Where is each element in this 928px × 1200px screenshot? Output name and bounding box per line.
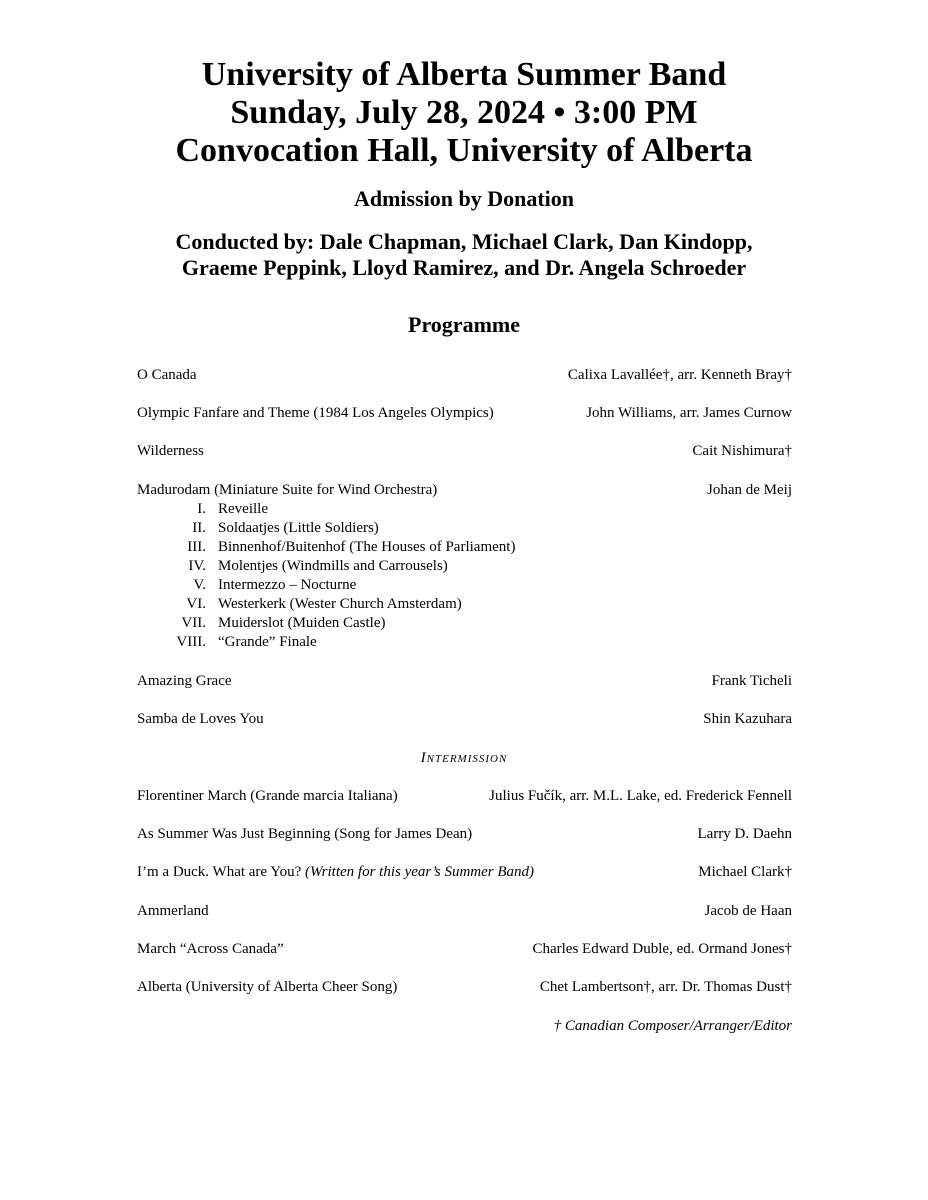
- piece-title: Samba de Loves You: [137, 711, 264, 727]
- piece-composer: Cait Nishimura†: [692, 443, 792, 459]
- programme-heading: Programme: [408, 312, 520, 337]
- conductors-line-1: Conducted by: Dale Chapman, Michael Clark, Dan Kindopp,: [175, 229, 753, 254]
- movement-number: VI.: [186, 596, 206, 612]
- movement-number: VIII.: [176, 634, 206, 650]
- movement-name: Westerkerk (Wester Church Amsterdam): [218, 596, 462, 612]
- movement-name: Soldaatjes (Little Soldiers): [218, 520, 379, 536]
- piece-composer: Larry D. Daehn: [697, 826, 792, 842]
- piece-composer: Shin Kazuhara: [703, 711, 792, 727]
- movement-name: Binnenhof/Buitenhof (The Houses of Parliament): [218, 539, 516, 555]
- concert-venue: Convocation Hall, University of Alberta: [175, 132, 753, 169]
- piece-title: Wilderness: [137, 443, 204, 459]
- piece-title: Amazing Grace: [137, 673, 232, 689]
- piece-title: Olympic Fanfare and Theme (1984 Los Angeles Olympics): [137, 405, 494, 421]
- intermission-label: Intermission: [420, 750, 508, 766]
- admission-note: Admission by Donation: [353, 186, 575, 211]
- piece-title-with-note: [137, 863, 534, 882]
- conductors-block: [0, 229, 928, 281]
- piece-title: Ammerland: [137, 903, 209, 919]
- piece-note: (Written for this year’s Summer Band): [305, 864, 535, 880]
- piece-composer: Frank Ticheli: [711, 673, 792, 689]
- piece-composer: Johan de Meij: [707, 482, 792, 498]
- concert-title-block: [0, 56, 928, 170]
- movement-number: VII.: [181, 615, 206, 631]
- piece-composer: Michael Clark†: [698, 864, 792, 880]
- piece-composer: Charles Edward Duble, ed. Ormand Jones†: [532, 941, 792, 957]
- piece-title: Madurodam (Miniature Suite for Wind Orchestra): [137, 482, 438, 498]
- piece-composer: Calixa Lavallée†, arr. Kenneth Bray†: [567, 367, 792, 383]
- movement-name: Intermezzo – Nocturne: [218, 577, 357, 593]
- band-name: University of Alberta Summer Band: [201, 56, 727, 93]
- movement-number: IV.: [188, 558, 206, 574]
- movement-number: I.: [197, 501, 206, 517]
- piece-title: As Summer Was Just Beginning (Song for James Dean): [137, 826, 473, 842]
- movement-number: III.: [187, 539, 206, 555]
- piece-title: Alberta (University of Alberta Cheer Song): [137, 979, 398, 995]
- movement-name: “Grande” Finale: [218, 634, 317, 650]
- concert-date-time: Sunday, July 28, 2024 • 3:00 PM: [230, 94, 698, 131]
- piece-title: O Canada: [137, 367, 197, 383]
- piece-title: Florentiner March (Grande marcia Italiana): [137, 788, 398, 804]
- movement-name: Reveille: [218, 501, 268, 517]
- piece-composer: John Williams, arr. James Curnow: [586, 405, 792, 421]
- footnote: † Canadian Composer/Arranger/Editor: [553, 1018, 792, 1034]
- conductors-line-2: Graeme Peppink, Lloyd Ramirez, and Dr. Angela Schroeder: [181, 255, 747, 280]
- movement-number: II.: [192, 520, 206, 536]
- movement-number: V.: [193, 577, 206, 593]
- movement-name: Muiderslot (Muiden Castle): [218, 615, 386, 631]
- piece-composer: Jacob de Haan: [704, 903, 792, 919]
- piece-title: March “Across Canada”: [137, 941, 284, 957]
- piece-title: I’m a Duck. What are You?: [137, 864, 302, 880]
- piece-composer: Chet Lambertson†, arr. Dr. Thomas Dust†: [539, 979, 792, 995]
- piece-composer: Julius Fučík, arr. M.L. Lake, ed. Frederick Fennell: [489, 788, 792, 804]
- movement-name: Molentjes (Windmills and Carrousels): [218, 558, 448, 574]
